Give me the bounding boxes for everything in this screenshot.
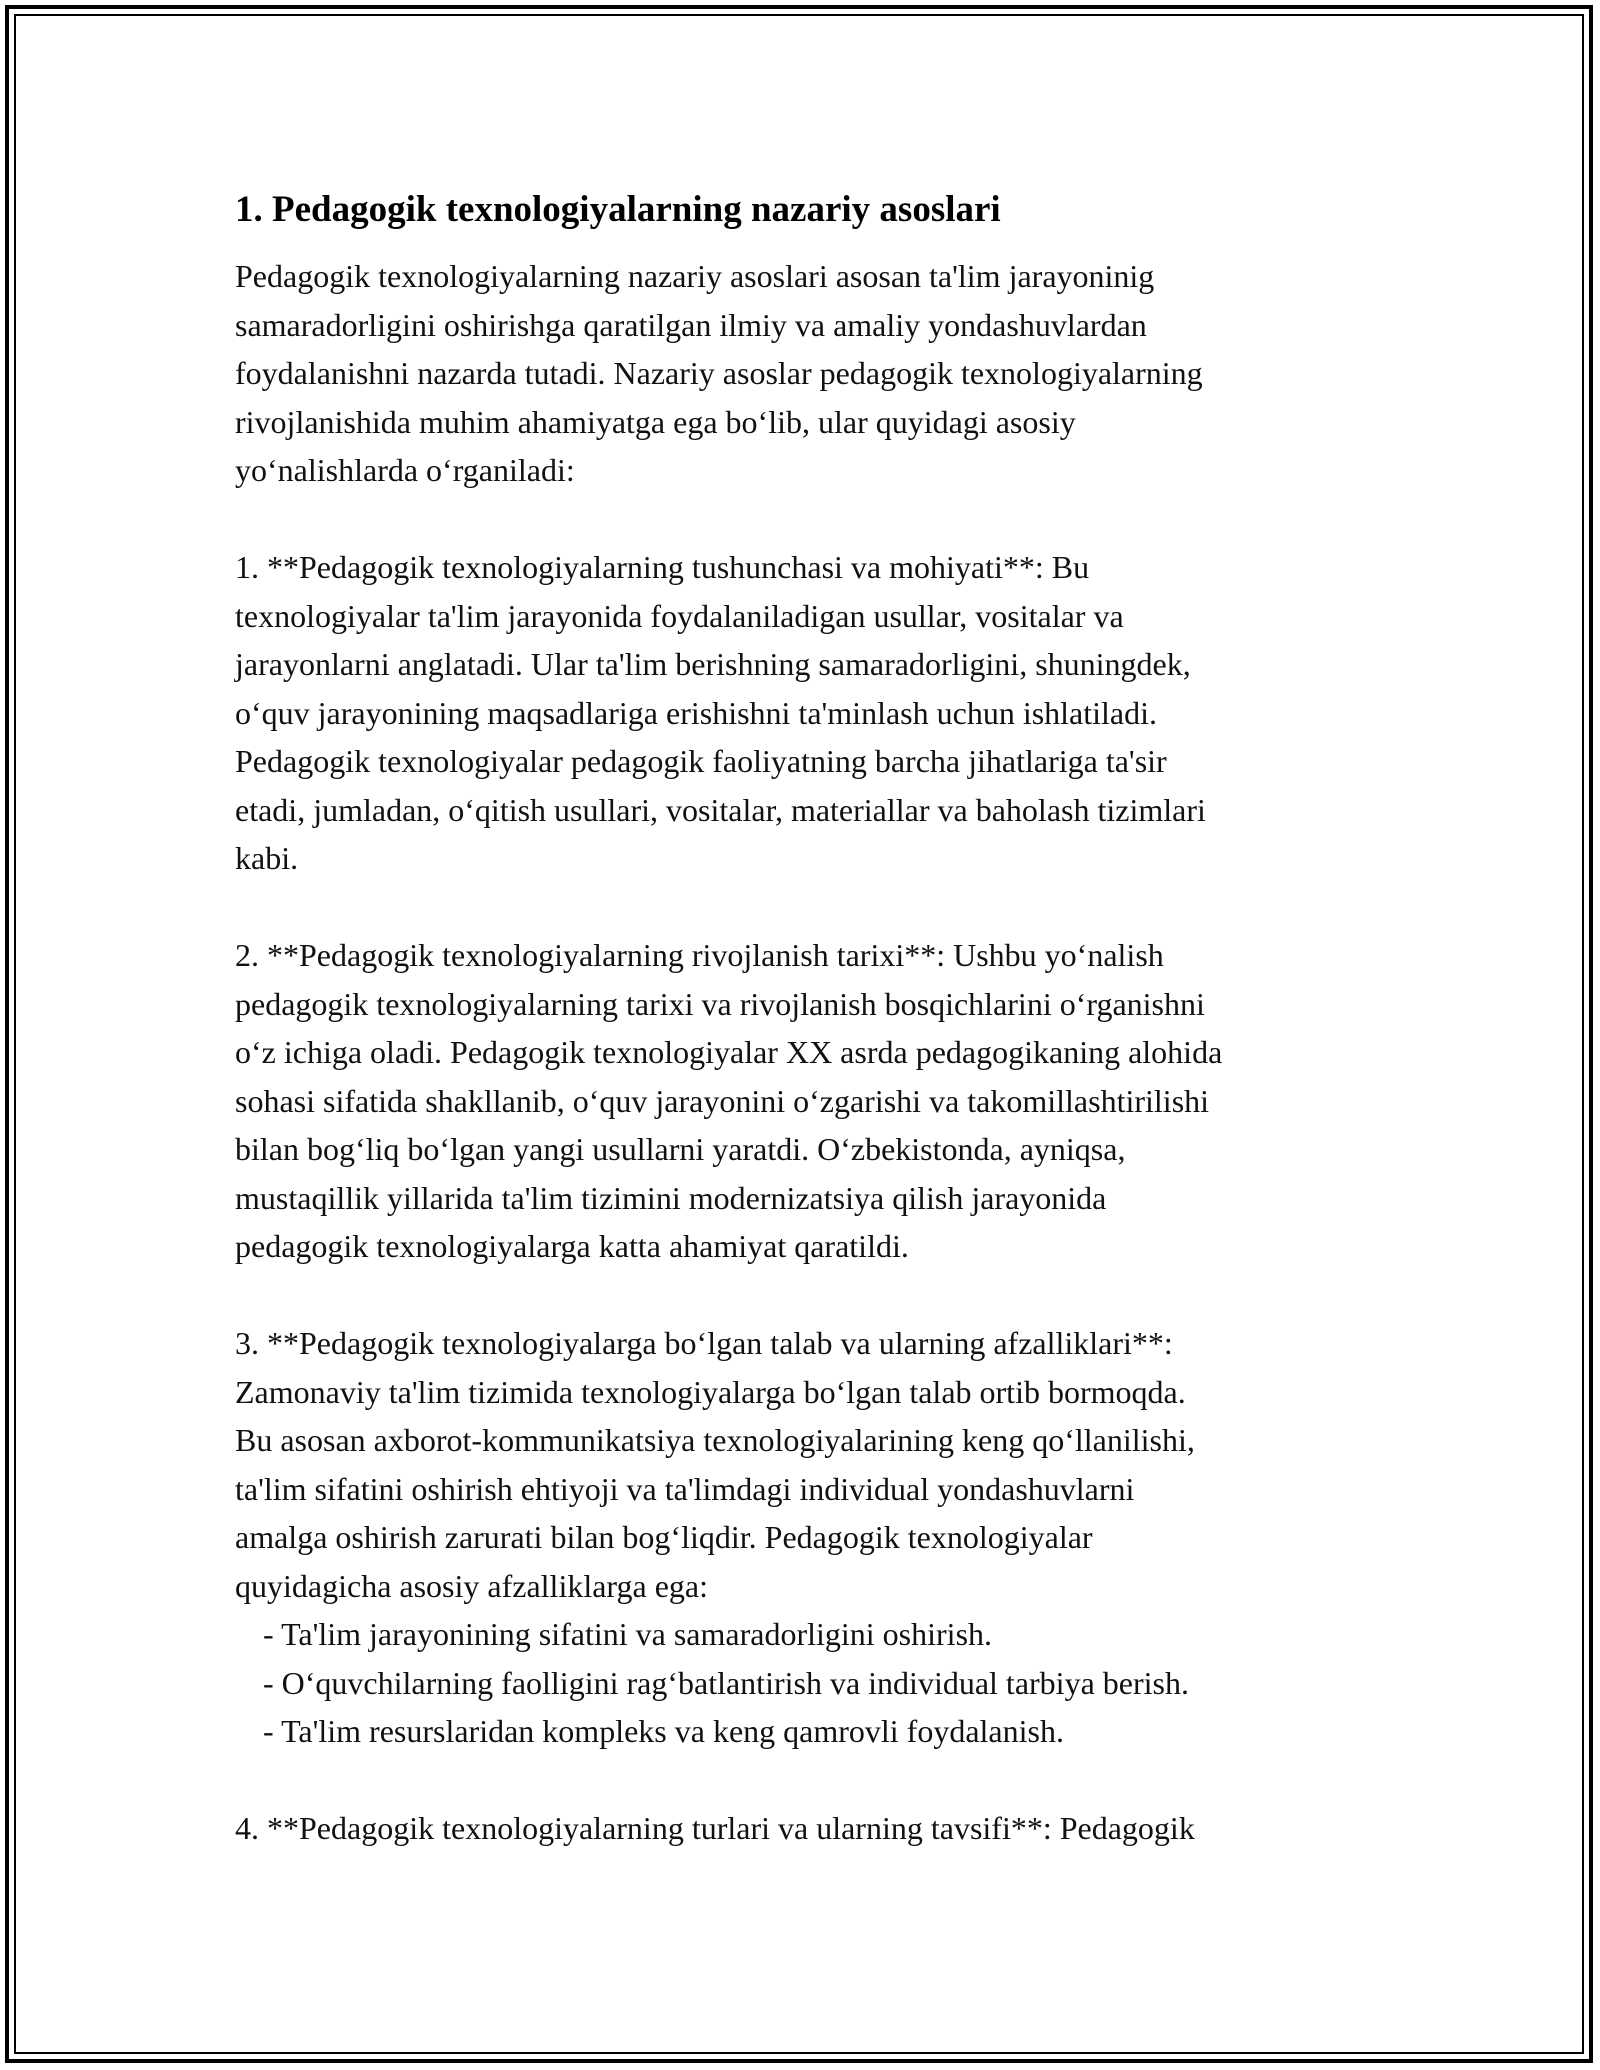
- paragraph-spacer: [235, 1756, 1385, 1805]
- section-heading: 1. Pedagogik texnologiyalarning nazariy asoslari: [235, 189, 1001, 230]
- list-item-1-paragraph: 1. **Pedagogik texnologiyalarning tushunchasi va mohiyati**: Bu texnologiyalar ta'lim jarayonida foydalaniladigan usullar, vositalar va jarayonlarni anglatadi. Ular ta'lim berishning samaradorligini, shuningdek, o‘quv jarayonining maqsadlariga erishishni ta'minlash uchun ishlatiladi. Pedagogik texnologiyalar pedagogik faoliyatning barcha jihatlariga ta'sir etadi, jumladan, o‘qitish usullari, vositalar, materiallar va baholash tizimlari kabi.: [235, 549, 1206, 876]
- paragraph-spacer: [235, 883, 1385, 932]
- list-item-2-paragraph: 2. **Pedagogik texnologiyalarning rivojlanish tarixi**: Ushbu yo‘nalish pedagogik texnologiyalarning tarixi va rivojlanish bosqichlarini o‘rganishni o‘z ichiga oladi. Pedagogik texnologiyalar XX asrda pedagogikaning alohida sohasi sifatida shakllanib, o‘quv jarayonini o‘zgarishi va takomillashtirilishi bilan bog‘liq bo‘lgan yangi usullarni yaratdi. O‘zbekistonda, ayniqsa, mustaqillik yillarida ta'lim tizimini modernizatsiya qilish jarayonida pedagogik texnologiyalarga katta ahamiyat qaratildi.: [235, 937, 1223, 1264]
- bullet-item: - Ta'lim resurslaridan kompleks va keng qamrovli foydalanish.: [263, 1713, 1064, 1749]
- paragraph-spacer: [235, 1271, 1385, 1320]
- document-page: [235, 186, 1385, 1853]
- list-item-4-paragraph: 4. **Pedagogik texnologiyalarning turlari va ularning tavsifi**: Pedagogik: [235, 1810, 1195, 1846]
- bullet-item: - O‘quvchilarning faolligini rag‘batlantirish va individual tarbiya berish.: [263, 1664, 1189, 1701]
- intro-paragraph: Pedagogik texnologiyalarning nazariy asoslari asosan ta'lim jarayoninig samaradorligini oshirishga qaratilgan ilmiy va amaliy yondashuvlardan foydalanishni nazarda tutadi. Nazariy asoslar pedagogik texnologiyalarning rivojlanishida muhim ahamiyatga ega bo‘lib, ular quyidagi asosiy yo‘nalishlarda o‘rganiladi:: [235, 258, 1203, 488]
- paragraph-spacer: [235, 495, 1385, 544]
- bullet-item: - Ta'lim jarayonining sifatini va samaradorligini oshirish.: [263, 1616, 993, 1652]
- list-item-3-paragraph: 3. **Pedagogik texnologiyalarga bo‘lgan talab va ularning afzalliklari**: Zamonaviy ta'lim tizimida texnologiyalarga bo‘lgan talab ortib bormoqda. Bu asosan axborot-kommunikatsiya texnologiyalarining keng qo‘llanilishi, ta'lim sifatini oshirish ehtiyoji va ta'limdagi individual yondashuvlarni amalga oshirish zarurati bilan bog‘liqdir. Pedagogik texnologiyalar quyidagicha asosiy afzalliklarga ega:: [235, 1325, 1195, 1604]
